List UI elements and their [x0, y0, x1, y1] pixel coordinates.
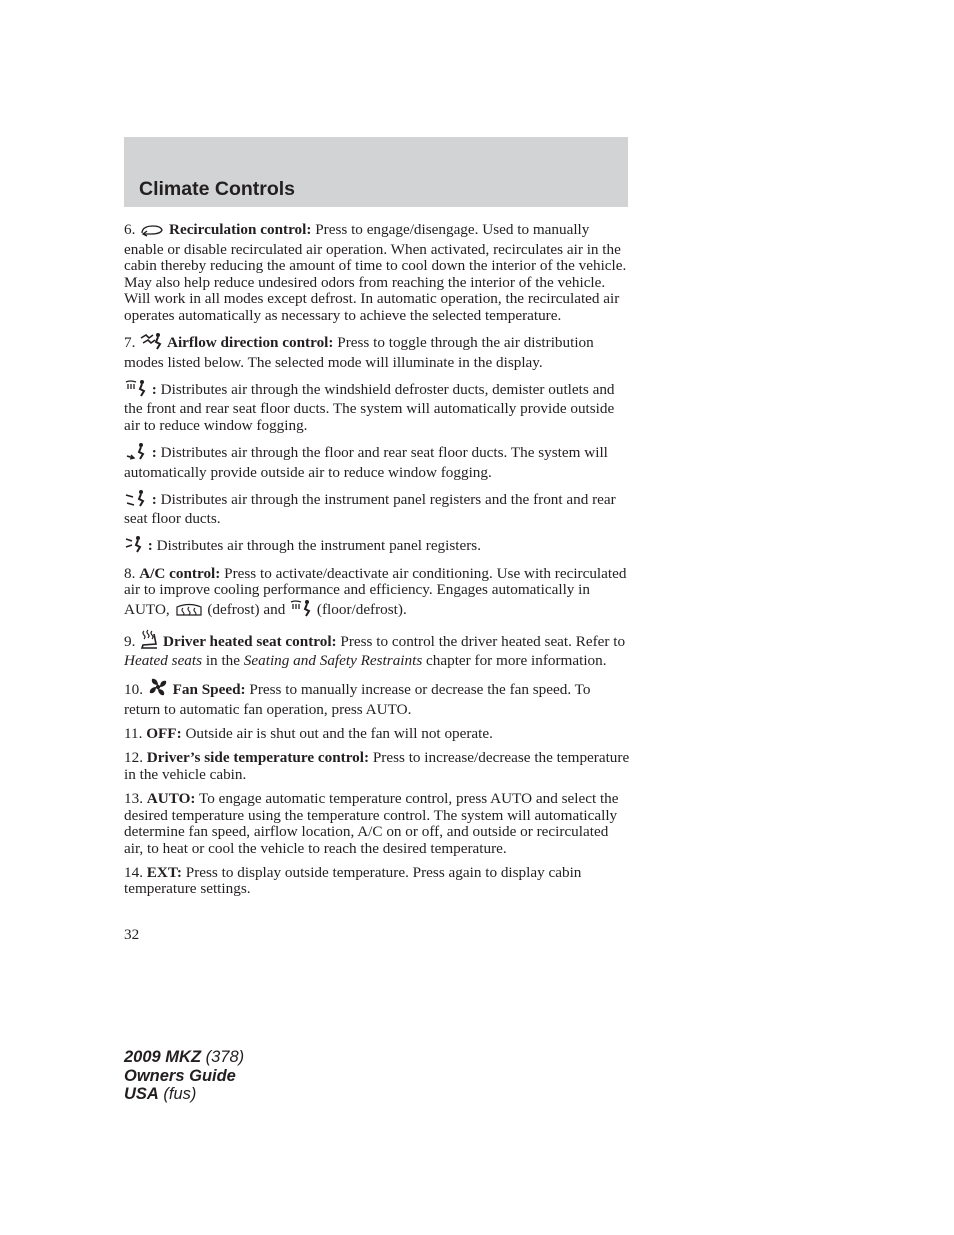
defrost-floor-mode-icon: [124, 379, 148, 402]
item-number: 6.: [124, 221, 136, 238]
item-drivers-side-temperature-control: [124, 750, 630, 783]
item-text: Press to manually increase or decrease the fan speed. To return to automatic fan operation, press AUTO.: [124, 681, 591, 719]
item-auto: [124, 791, 630, 857]
defrost-icon: [174, 601, 204, 622]
item-label: Recirculation control:: [168, 221, 312, 238]
mode-colon: :: [151, 444, 157, 462]
item-ext: [124, 865, 630, 898]
mode-colon: :: [151, 380, 157, 398]
cross-reference: Heated seats: [124, 652, 203, 670]
floor-defrost-icon: [289, 599, 313, 622]
mode-colon: :: [147, 537, 153, 555]
item-number: 13.: [124, 789, 143, 807]
item-fan-speed: [124, 677, 630, 718]
item-label: OFF:: [146, 725, 182, 743]
mode-text: Distributes air through the floor and rear seat floor ducts. The system will automatically provide outside air to reduce window fogging.: [124, 444, 608, 481]
item-text: To engage automatic temperature control, press AUTO and select the desired temperature using the temperature control. The system will automatically determine fan speed, airflow location, A/C on or off, and outside or recirculated air, to heat or cool the vehicle to reach the desired temperature.: [124, 789, 619, 857]
cross-reference: Seating and Safety Restraints: [243, 652, 423, 670]
mode-colon: :: [151, 490, 157, 508]
item-label: A/C control:: [139, 564, 221, 582]
page-number: 32: [124, 926, 140, 943]
item-text: Press to activate/deactivate air conditioning. Use with recirculated air to improve cooling performance and efficiency. Engages automatically in AUTO,: [124, 564, 627, 618]
page-body: [124, 222, 630, 906]
item-text: Press to toggle through the air distribution modes listed below. The selected mode will illuminate in the display.: [124, 334, 594, 371]
item-text: Press to display outside temperature. Press again to display cabin temperature settings.: [124, 863, 582, 898]
item-text: Press to engage/disengage. Used to manually enable or disable recirculated air operation. When activated, recirculates air in the cabin thereby reducing the amount of time to cool down the interior of the vehicle. May also help reduce undesired odors from reaching the interior of the vehicle. Will work in all modes except defrost. In automatic operation, the recirculated air operates automatically as necessary to achieve the selected temperature.: [124, 221, 627, 324]
item-number: 8.: [124, 564, 136, 582]
mode-panel-floor: [124, 489, 630, 528]
item-text: (defrost) and: [207, 600, 286, 618]
item-label: AUTO:: [146, 789, 196, 807]
mode-defrost-floor: [124, 379, 630, 435]
section-header-band: [124, 137, 628, 207]
mode-text: Distributes air through the instrument panel registers and the front and rear seat floor ducts.: [124, 490, 616, 528]
panel-mode-icon: [124, 535, 144, 558]
item-airflow-direction-control: [124, 332, 630, 371]
item-number: 9.: [124, 632, 136, 650]
item-label: Fan Speed:: [172, 681, 246, 699]
item-text: Press to increase/decrease the temperature in the vehicle cabin.: [124, 749, 630, 783]
footer-line-model: 2009 MKZ (378): [124, 1048, 245, 1066]
item-text: in the: [202, 652, 244, 670]
item-label: EXT:: [146, 863, 182, 881]
heated-seat-icon: [139, 629, 159, 654]
mode-text: Distributes air through the instrument panel registers.: [152, 537, 482, 555]
panel-floor-mode-icon: [124, 489, 148, 512]
item-label: Driver heated seat control:: [162, 632, 337, 650]
mode-text: Distributes air through the windshield defroster ducts, demister outlets and the front and rear seat floor ducts. The system will automatically provide outside air to reduce window fogging.: [124, 380, 615, 434]
item-ac-control: [124, 566, 630, 622]
recirculation-icon: [139, 223, 165, 242]
section-title: Climate Controls: [139, 178, 296, 200]
fan-icon: [147, 677, 169, 702]
floor-mode-icon: [124, 442, 148, 465]
item-text: Press to control the driver heated seat. Refer to: [336, 632, 626, 650]
item-label: Airflow direction control:: [166, 334, 334, 352]
item-number: 11.: [124, 725, 143, 743]
airflow-direction-icon: [139, 332, 163, 355]
footer-line-market: USA (fus): [124, 1085, 197, 1104]
mode-floor: [124, 442, 630, 481]
item-label: Driver’s side temperature control:: [146, 749, 370, 767]
item-driver-heated-seat-control: [124, 629, 630, 670]
item-number: 7.: [124, 334, 136, 352]
item-recirculation-control: [124, 222, 630, 325]
item-number: 12.: [124, 749, 143, 767]
mode-panel: [124, 535, 630, 558]
item-text: (floor/defrost).: [316, 600, 407, 618]
footer-line-guide: Owners Guide: [124, 1066, 236, 1085]
item-text: Outside air is shut out and the fan will not operate.: [181, 725, 493, 743]
item-off: [124, 726, 630, 743]
item-number: 10.: [124, 681, 143, 699]
item-text: chapter for more information.: [422, 652, 607, 670]
item-number: 14.: [124, 863, 143, 881]
document-footer: [124, 1048, 244, 1104]
